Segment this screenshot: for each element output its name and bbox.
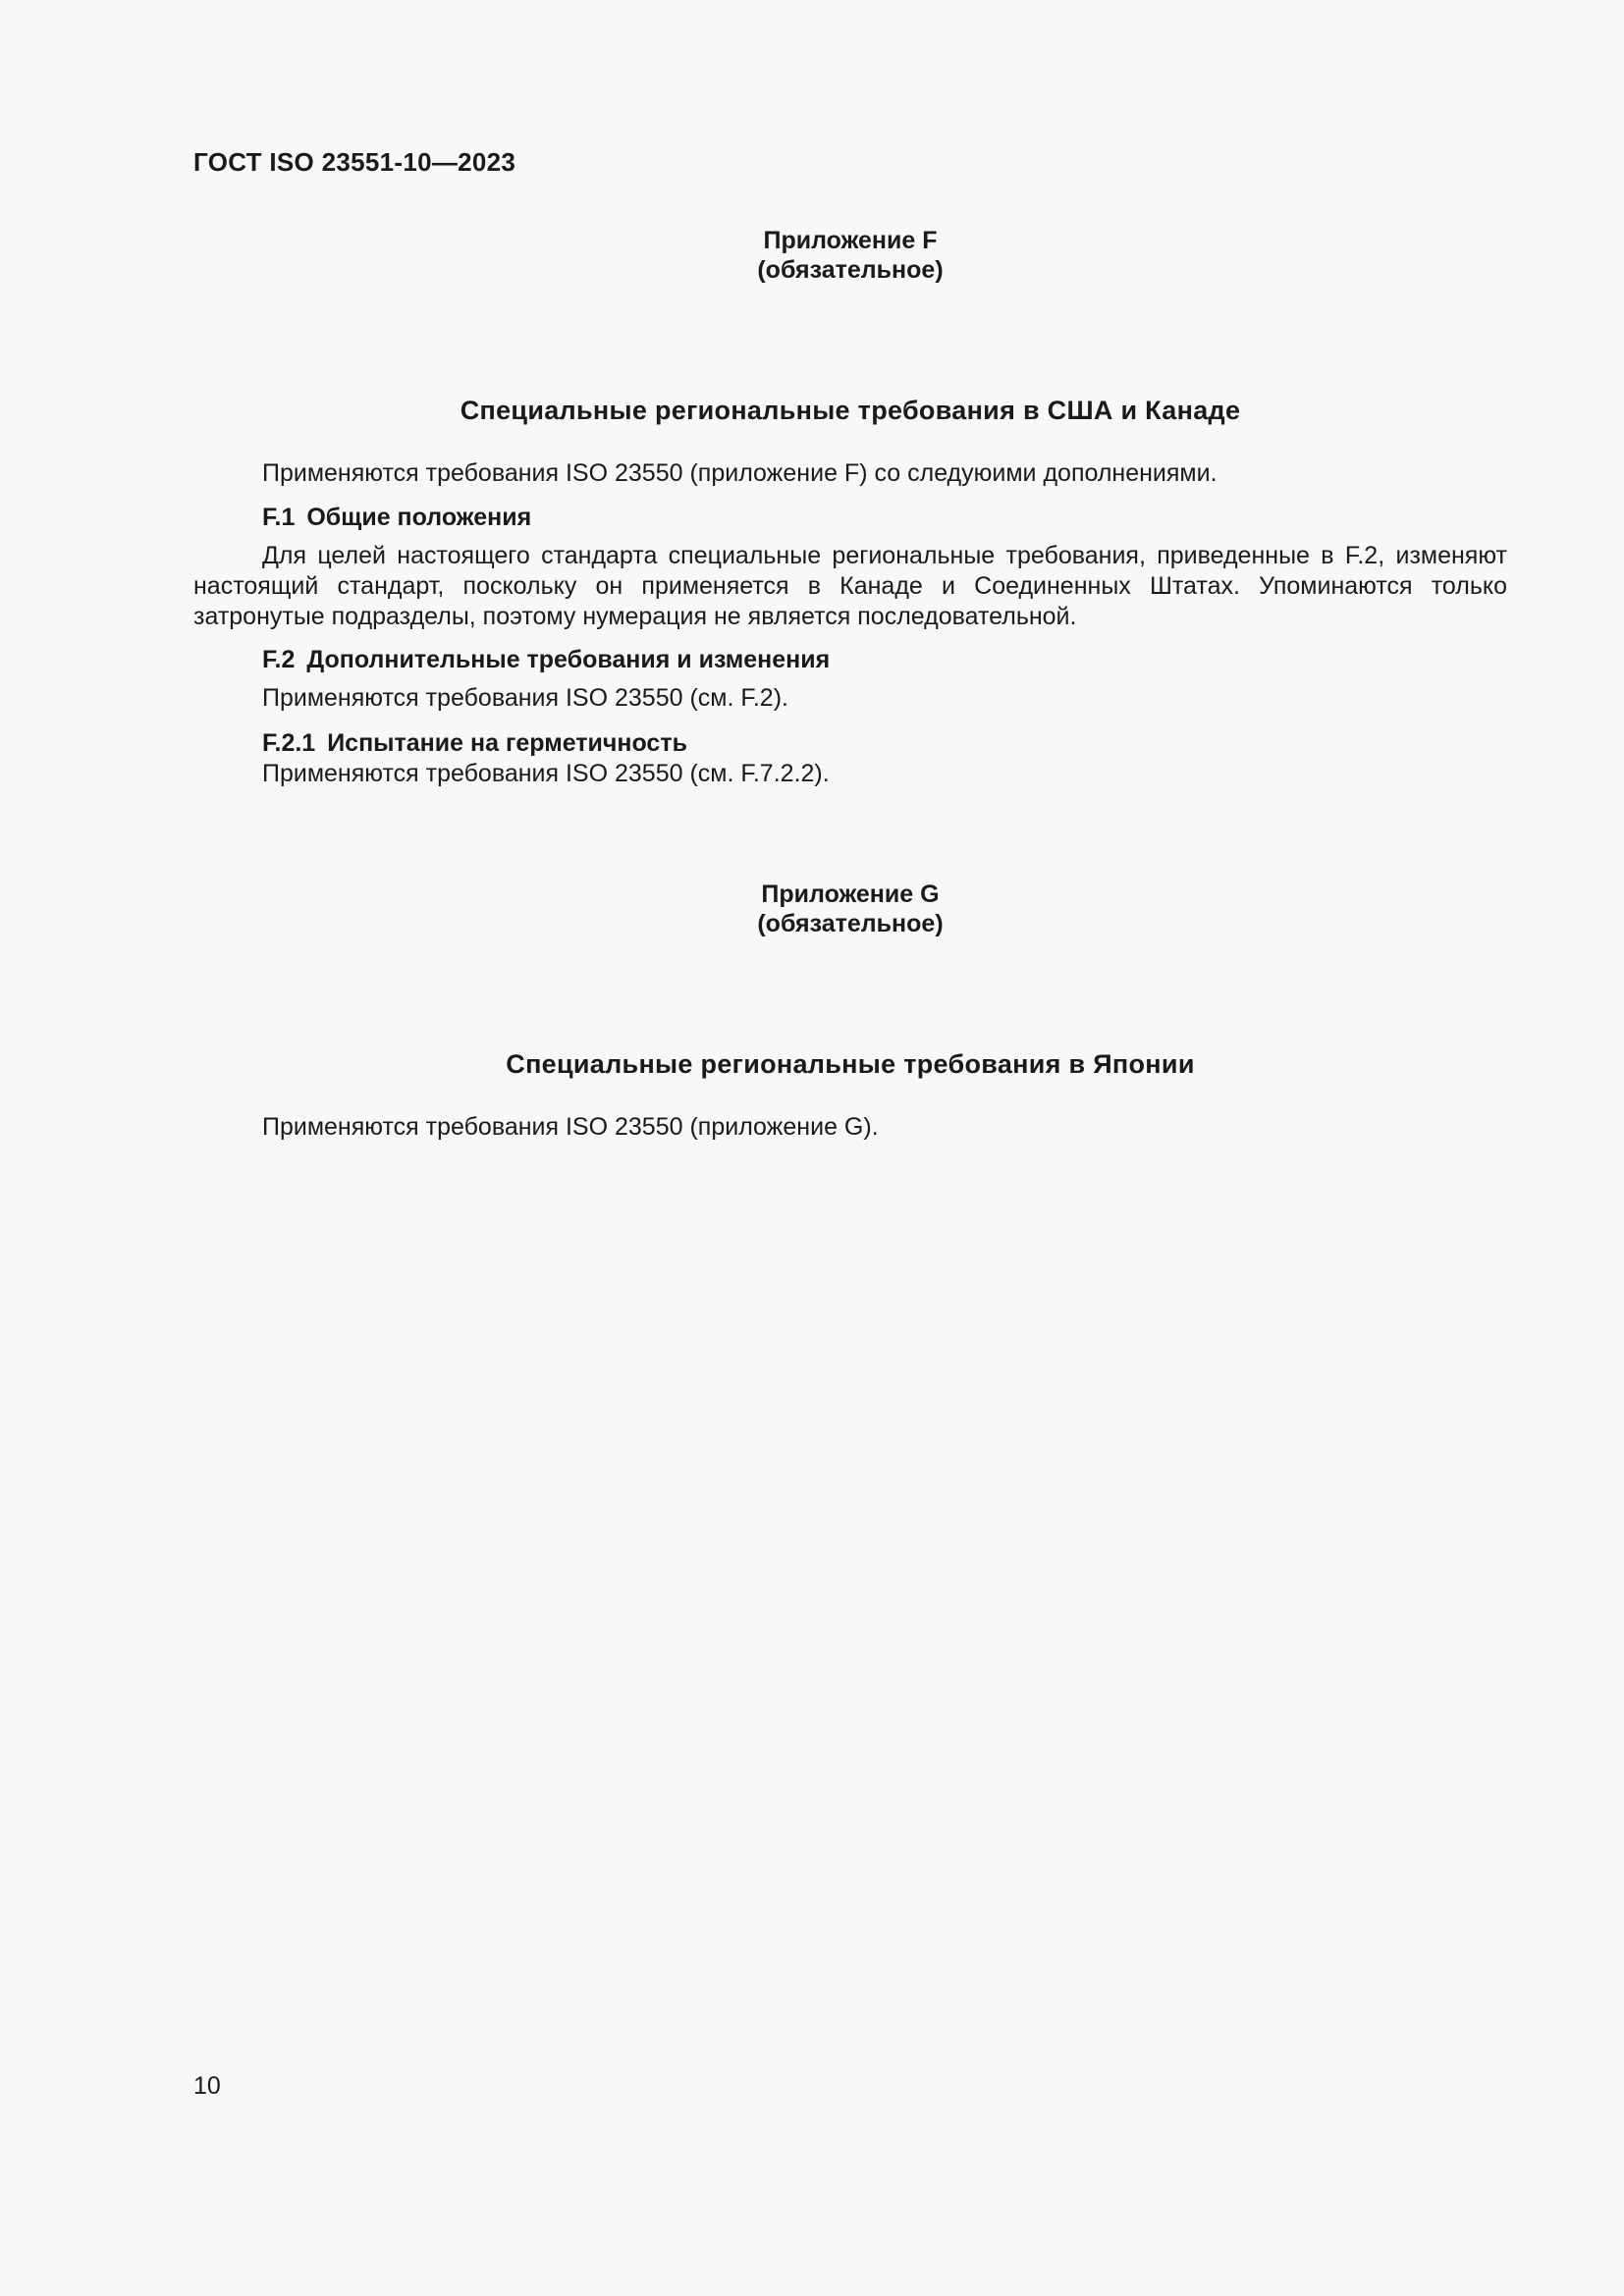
- section-f2-heading: [193, 645, 1507, 675]
- section-f1-heading: [193, 503, 1507, 533]
- appendix-f-label: Приложение F: [763, 227, 938, 254]
- appendix-f-status: (обязательное): [757, 256, 944, 284]
- standard-designation: ГОСТ ISO 23551-10—2023: [193, 147, 516, 177]
- appendix-g-label: Приложение G: [761, 881, 940, 908]
- section-f21-title: Испытание на герметичность: [327, 729, 687, 757]
- appendix-g-status: (обязательное): [757, 910, 944, 937]
- page-number: 10: [193, 2072, 221, 2100]
- appendix-g-intro: Применяются требования ISO 23550 (приложение G).: [262, 1113, 879, 1141]
- section-f21-heading: [193, 728, 1507, 759]
- section-f2-title: Дополнительные требования и изменения: [306, 646, 831, 673]
- section-f2-number: F.2: [262, 646, 296, 673]
- appendix-f-heading: [193, 226, 1507, 285]
- appendix-g-title: Специальные региональные требования в Японии: [506, 1049, 1195, 1079]
- appendix-g-heading: [193, 880, 1507, 938]
- appendix-f-intro: Применяются требования ISO 23550 (приложение F) со следуюими дополнениями.: [262, 459, 1218, 487]
- appendix-f-title: Специальные региональные требования в США и Канаде: [460, 396, 1241, 425]
- section-f21-text: Применяются требования ISO 23550 (см. F.7.2.2).: [262, 760, 830, 787]
- section-f1-number: F.1: [262, 504, 296, 531]
- section-f1-title: Общие положения: [306, 504, 532, 531]
- section-f21-number: F.2.1: [262, 729, 316, 757]
- section-f2-text: Применяются требования ISO 23550 (см. F.2).: [262, 684, 788, 712]
- section-f1-text: Для целей настоящего стандарта специальные региональные требования, приведенные в F.2, изменяют настоящий стандарт, поскольку он применяется в Канаде и Соединенных Штатах. Упоминаются только затронутые подразделы, поэтому нумерация не является последовательной.: [193, 542, 1507, 630]
